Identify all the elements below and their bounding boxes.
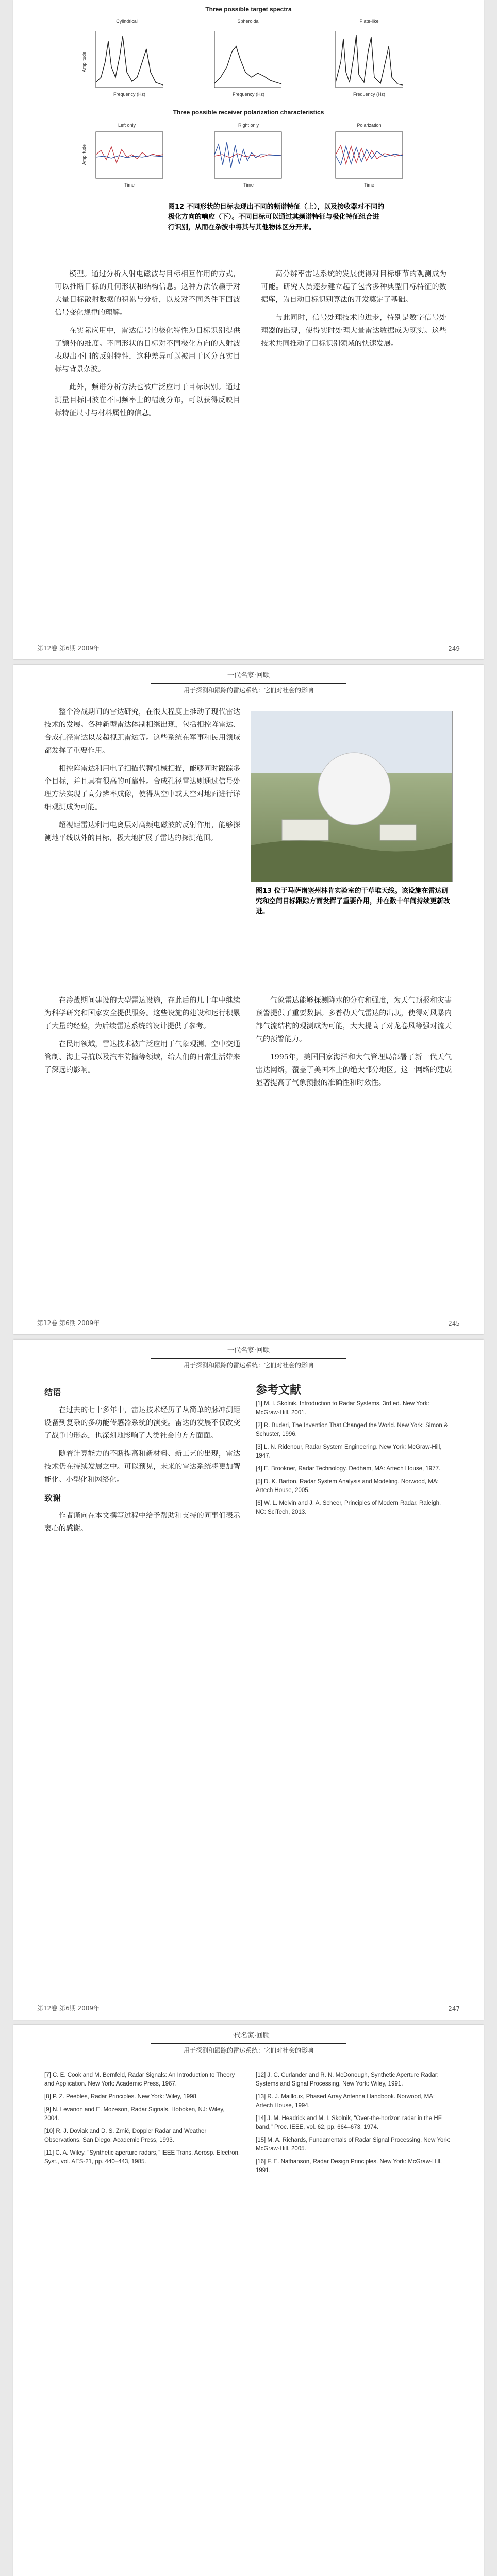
spectrum-xlabel-3: Frequency (Hz) [353,92,386,97]
polarization-label-2: Right only [238,123,259,128]
reference-item: [5] D. K. Barton, Radar System Analysis and Modeling. Norwood, MA: Artech House, 2005. [256,1479,439,1494]
spectrum-label-2: Spheroidal [237,19,260,24]
figure-title-spectra: Three possible target spectra [205,6,292,13]
reference-item: [11] C. A. Wiley, "Synthetic aperture radars," IEEE Trans. Aerosp. Electron. Syst., vol. AES-21, pp. 440–443, 1985. [44,2150,240,2165]
spectrum-label-3: Plate-like [359,19,379,24]
reference-item: [15] M. A. Richards, Fundamentals of Radar Signal Processing. New York: McGraw-Hill, 2005. [256,2137,451,2152]
header-title: 用于探测和跟踪的雷达系统：它们对社会的影响 [183,687,313,694]
paragraph: 作者谨向在本文撰写过程中给予帮助和支持的同事们表示衷心的感谢。 [44,1512,240,1533]
paragraph: 随着计算能力的不断提高和新材料、新工艺的出现，雷达技术仍在持续发展之中。可以预见，未来的雷达系统将更加智能化、小型化和网络化。 [44,1450,240,1484]
polarization-label-1: Left only [118,123,136,128]
section-heading-conclusion: 结语 [44,1387,61,1397]
header-series: 一代名家·回顾 [227,672,270,680]
running-header [13,670,484,694]
spectrum-plot-3 [336,19,403,97]
reference-item: [9] N. Levanon and E. Mozeson, Radar Signals. Hoboken, NJ: Wiley, 2004. [44,2107,225,2122]
running-header [13,1345,484,1369]
paragraph: 1995年，美国国家海洋和大气管理局部署了新一代天气雷达网络，覆盖了美国本土的绝大部分地区。这一网络的建成显著提高了气象预报的准确性和时效性。 [256,1053,452,1087]
figure-caption-text: 图12 不同形状的目标表现出不同的频谱特征（上），以及接收器对不同的极化方向的响应（下）。不同目标可以通过其频谱特征与极化特征组合进行识别，从而在杂波中将其与其他物体区分开来。 [168,203,385,231]
spectrum-xlabel-2: Frequency (Hz) [232,92,265,97]
polarization-plot-2 [214,123,281,188]
paragraph: 气象雷达能够探测降水的分布和强度，为天气预报和灾害预警提供了重要数据。多普勒天气雷达的出现，使得对风暴内部气流结构的观测成为可能，大大提高了对龙卷风等强对流天气的预警能力。 [256,996,452,1043]
reference-item: [3] L. N. Ridenour, Radar System Engineering. New York: McGraw-Hill, 1947. [256,1444,442,1459]
references-column-left [44,2071,240,2171]
spectrum-plot-1 [96,19,163,97]
header-title: 用于探测和跟踪的雷达系统：它们对社会的影响 [183,1362,313,1369]
reference-item: [14] J. M. Headrick and M. I. Skolnik, "Over-the-horizon radar in the HF band," Proc. IEEE, vol. 62, pp. 664–673, 1974. [256,2115,442,2130]
footer-journal: 第12卷 第6期 2009年 [37,1319,100,1327]
reference-item: [8] P. Z. Peebles, Radar Principles. New York: Wiley, 1998. [44,2094,198,2100]
footer-page-number: 245 [448,1320,460,1327]
paragraph: 在冷战期间建设的大型雷达设施，在此后的几十年中继续为科学研究和国家安全提供服务。这些设施的建设和运行积累了大量的经验，为后续雷达系统的设计提供了参考。 [44,996,240,1030]
paragraph: 相控阵雷达利用电子扫描代替机械扫描，能够同时跟踪多个目标，并且具有很高的可靠性。合成孔径雷达则通过信号处理方法实现了高分辨率成像，使得从空中或太空对地面进行详细观测成为可能。 [44,765,240,811]
photo-caption [256,886,452,917]
header-series: 一代名家·回顾 [227,2032,270,2040]
polarization-xlabel-3: Time [364,182,374,188]
antenna-illustration [251,711,452,882]
polarization-xlabel-2: Time [243,182,254,188]
paragraph: 整个冷战期间的雷达研究，在很大程度上推动了现代雷达技术的发展。各种新型雷达体制相继出现，包括相控阵雷达、合成孔径雷达以及超视距雷达等。这些系统在军事和民用领域都发挥了重要作用。 [44,708,240,755]
header-title: 用于探测和跟踪的雷达系统：它们对社会的影响 [183,2047,313,2054]
references-column [256,1386,452,1521]
figure-caption [168,202,385,233]
paragraph: 此外，频谱分析方法也被广泛应用于目标识别。通过测量目标回波在不同频率上的幅度分布，可以获得反映目标特征尺寸与材料属性的信息。 [55,383,240,417]
body-column-right [256,994,452,1095]
spectrum-label-1: Cylindrical [116,19,138,24]
paragraph: 高分辨率雷达系统的发展使得对目标细节的观测成为可能。研究人员逐步建立起了包含多种典型目标特征的数据库，为自动目标识别算法的开发奠定了基础。 [261,270,446,304]
reference-item: [2] R. Buderi, The Invention That Changed the World. New York: Simon & Schuster, 1996. [256,1422,448,1437]
running-header [13,2030,484,2055]
paragraph: 超视距雷达利用电离层对高频电磁波的反射作用，能够探测地平线以外的目标，极大地扩展了雷达的探测范围。 [44,821,240,842]
spectrum-plot-2 [214,19,281,97]
section-heading-acknowledgment: 致谢 [44,1493,61,1503]
spectrum-ylabel: Amplitude [81,51,87,73]
body-column-left-lower [44,994,240,1082]
paragraph: 模型。通过分析入射电磁波与目标相互作用的方式，可以推断目标的几何形状和结构信息。这种方法依赖于对大量目标散射数据的积累与分析，以及对不同条件下回波信号变化规律的理解。 [55,270,240,317]
body-column-right [261,268,446,355]
polarization-plot-3 [336,123,403,188]
footer-page-number: 247 [448,2005,460,2012]
footer-journal: 第12卷 第6期 2009年 [37,2005,100,2012]
body-column-left [44,1386,240,1540]
body-column-left [44,706,240,850]
polarization-xlabel-1: Time [124,182,135,188]
polarization-plot-1 [96,123,163,188]
reference-item: [12] J. C. Curlander and R. N. McDonough, Synthetic Aperture Radar: Systems and Signal Processing. New York: Wiley, 1991. [256,2072,439,2087]
references-column-right [256,2071,452,2179]
reference-item: [7] C. E. Cook and M. Bernfeld, Radar Signals: An Introduction to Theory and Application. New York: Academic Press, 1967. [44,2072,235,2087]
paragraph: 与此同时，信号处理技术的进步，特别是数字信号处理器的出现，使得实时处理大量雷达数据成为现实。这些技术共同推动了目标识别领域的快速发展。 [261,314,446,348]
paragraph: 在过去的七十多年中，雷达技术经历了从简单的脉冲测距设备到复杂的多功能传感器系统的演变。雷达的发展不仅改变了战争的形态，也深刻地影响了人类社会的方方面面。 [44,1406,240,1440]
reference-item: [4] E. Brookner, Radar Technology. Dedham, MA: Artech House, 1977. [256,1466,441,1472]
header-series: 一代名家·回顾 [227,1347,270,1354]
footer-page-number: 249 [448,645,460,652]
reference-item: [1] M. I. Skolnik, Introduction to Radar Systems, 3rd ed. New York: McGraw-Hill, 2001. [256,1401,429,1416]
reference-item: [10] R. J. Doviak and D. S. Zrnić, Doppler Radar and Weather Observations. San Diego: Academic Press, 1993. [44,2128,207,2143]
figure-title-polarization: Three possible receiver polarization characteristics [173,109,324,116]
page-3 [13,1340,484,2020]
footer-journal: 第12卷 第6期 2009年 [37,645,100,652]
polarization-ylabel: Amplitude [81,144,87,165]
figure-target-spectra [13,0,484,289]
body-column-left [55,268,240,425]
polarization-label-3: Polarization [357,123,382,128]
reference-item: [16] F. E. Nathanson, Radar Design Principles. New York: McGraw-Hill, 1991. [256,2159,442,2174]
haystack-antenna-photo [251,711,453,882]
references-heading: 参考文献 [256,1384,302,1397]
spectrum-xlabel-1: Frequency (Hz) [113,92,146,97]
reference-item: [6] W. L. Melvin and J. A. Scheer, Principles of Modern Radar. Raleigh, NC: SciTech, 2013. [256,1500,441,1515]
reference-item: [13] R. J. Mailloux, Phased Array Antenna Handbook. Norwood, MA: Artech House, 1994. [256,2094,435,2109]
photo-caption-text: 图13 位于马萨诸塞州林肯实验室的干草堆天线。该设施在雷达研究和空间目标跟踪方面发挥了重要作用，并在数十年间持续更新改进。 [256,887,451,916]
paragraph: 在民用领域，雷达技术被广泛应用于气象观测、空中交通管制、海上导航以及汽车防撞等领域，给人们的日常生活带来了深远的影响。 [44,1040,240,1074]
page-2 [13,665,484,1334]
paragraph: 在实际应用中，雷达信号的极化特性为目标识别提供了额外的维度。不同形状的目标对不同极化方向的入射波表现出不同的反射特性，这种差异可以被用于区分真实目标与背景杂波。 [55,327,240,374]
page-4 [13,2025,484,2576]
page-1 [13,0,484,659]
